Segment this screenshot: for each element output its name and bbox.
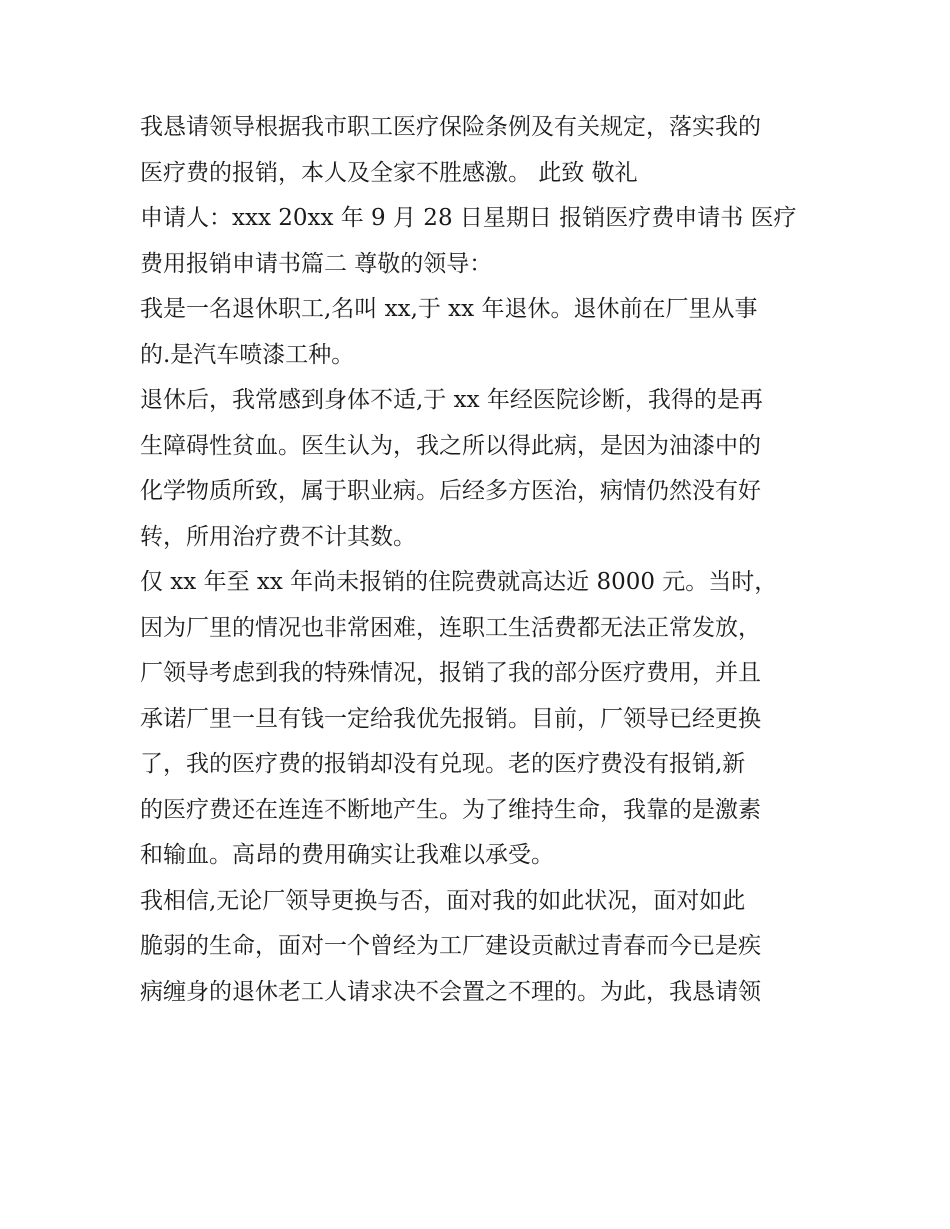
text-line: 仅 xx 年至 xx 年尚未报销的住院费就高达近 8000 元。当时，	[140, 569, 778, 595]
text-line: 和输血。高昂的费用确实让我难以承受。	[140, 842, 554, 868]
text-line: 费用报销申请书篇二 尊敬的领导：	[140, 250, 493, 277]
text-line: 因为厂里的情况也非常困难，连职工生活费都无法正常发放，	[140, 614, 761, 641]
text-line: 的医疗费还在连连不断地产生。为了维持生命，我靠的是激素	[140, 796, 761, 823]
document-body	[140, 105, 820, 1015]
text-line: 申请人：xxx 20xx 年 9 月 28 日星期日 报销医疗费申请书 医疗	[140, 205, 797, 231]
text-line: 病缠身的退休老工人请求决不会置之不理的。为此，我恳请领	[140, 978, 761, 1005]
text-line: 脆弱的生命，面对一个曾经为工厂建设贡献过青春而今已是疾	[140, 933, 761, 959]
text-line: 医疗费的报销，本人及全家不胜感激。 此致 敬礼	[140, 159, 638, 186]
text-line: 化学物质所致，属于职业病。后经多方医治，病情仍然没有好	[140, 478, 761, 504]
text-line: 转，所用治疗费不计其数。	[140, 523, 416, 550]
text-line: 厂领导考虑到我的特殊情况，报销了我的部分医疗费用，并且	[140, 660, 761, 686]
text-line: 我相信,无论厂领导更换与否，面对我的如此状况，面对如此	[140, 887, 746, 914]
text-line: 退休后，我常感到身体不适,于 xx 年经医院诊断，我得的是再	[140, 387, 763, 413]
text-line: 我是一名退休职工,名叫 xx,于 xx 年退休。退休前在厂里从事	[140, 296, 758, 322]
text-line: 的.是汽车喷漆工种。	[140, 341, 355, 368]
text-line: 我恳请领导根据我市职工医疗保险条例及有关规定，落实我的	[140, 114, 761, 140]
text-line: 了，我的医疗费的报销却没有兑现。老的医疗费没有报销,新	[140, 751, 746, 777]
text-line: 承诺厂里一旦有钱一定给我优先报销。目前，厂领导已经更换	[140, 705, 761, 732]
text-line: 生障碍性贫血。医生认为，我之所以得此病，是因为油漆中的	[140, 432, 761, 459]
